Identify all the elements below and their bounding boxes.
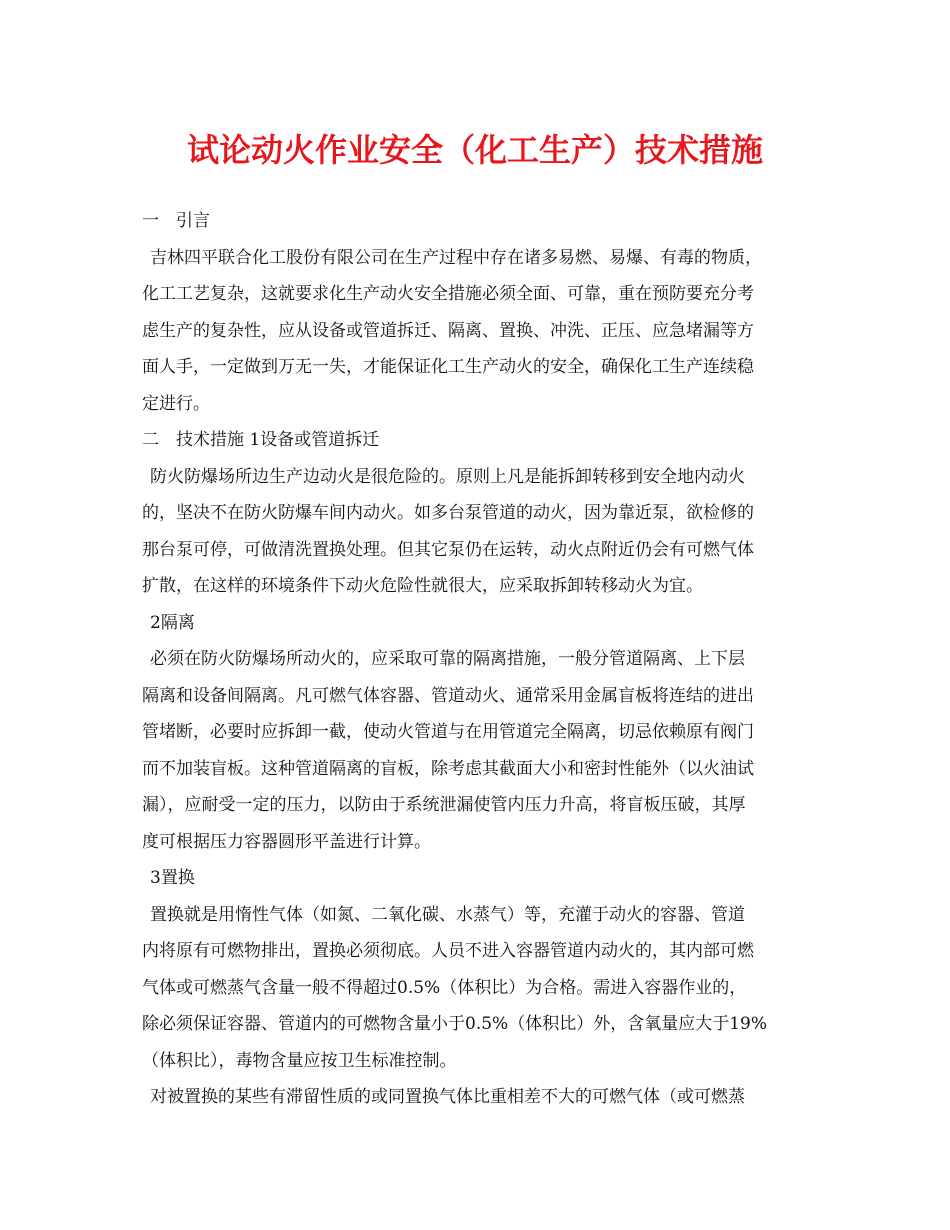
paragraph-line: 化工工艺复杂，这就要求化生产动火安全措施必须全面、可靠，重在预防要充分考 <box>142 284 754 304</box>
paragraph-line: 虑生产的复杂性，应从设备或管道拆迁、隔离、置换、冲洗、正压、应急堵漏等方 <box>142 320 754 341</box>
paragraph-line: 吉林四平联合化工股份有限公司在生产过程中存在诸多易燃、易爆、有毒的物质， <box>150 247 762 268</box>
paragraph-line: 扩散，在这样的环境条件下动火危险性就很大，应采取拆卸转移动火为宜。 <box>142 576 703 596</box>
paragraph-line: 对被置换的某些有滞留性质的或同置换气体比重相差不大的可燃气体（或可燃蒸 <box>150 1087 745 1107</box>
section-heading-measures: 二 技术措施 1设备或管道拆迁 <box>142 430 380 450</box>
paragraph-line: 而不加装盲板。这种管道隔离的盲板，除考虑其截面大小和密封性能外（以火油试 <box>142 758 754 779</box>
paragraph-line: 除必须保证容器、管道内的可燃物含量小于0.5%（体积比）外，含氧量应大于19% <box>142 1014 767 1034</box>
subsection-heading-isolation: 2隔离 <box>150 612 195 633</box>
paragraph-line: 内将原有可燃物排出，置换必须彻底。人员不进入容器管道内动火的，其内部可燃 <box>142 941 754 961</box>
document-body <box>142 203 814 1116</box>
paragraph-line: 管堵断，必要时应拆卸一截，使动火管道与在用管道完全隔离，切忌依赖原有阀门 <box>142 722 754 742</box>
paragraph-line: 那台泵可停，可做清洗置换处理。但其它泵仍在运转，动火点附近仍会有可燃气体 <box>142 539 754 560</box>
paragraph-line: 定进行。 <box>142 393 210 414</box>
document-title: 试论动火作业安全（化工生产）技术措施 <box>186 131 763 169</box>
paragraph-line: （体积比），毒物含量应按卫生标准控制。 <box>142 1050 457 1071</box>
paragraph-line: 的，坚决不在防火防爆车间内动火。如多台泵管道的动火，因为靠近泵，欲检修的 <box>142 503 754 523</box>
paragraph-line: 漏），应耐受一定的压力，以防由于系统泄漏使管内压力升高，将盲板压破，其厚 <box>142 795 746 815</box>
subsection-heading-replacement: 3置换 <box>150 868 195 888</box>
paragraph-line: 气体或可燃蒸气含量一般不得超过0.5%（体积比）为合格。需进入容器作业的， <box>142 977 747 998</box>
paragraph-line: 隔离和设备间隔离。凡可燃气体容器、管道动火、通常采用金属盲板将连结的进出 <box>142 685 754 706</box>
paragraph-line: 必须在防火防爆场所动火的，应采取可靠的隔离措施，一般分管道隔离、上下层 <box>150 649 745 669</box>
section-heading-intro: 一 引言 <box>142 211 210 231</box>
paragraph-line: 度可根据压力容器圆形平盖进行计算。 <box>142 831 431 852</box>
paragraph-line: 面人手，一定做到万无一失，才能保证化工生产动火的安全，确保化工生产连续稳 <box>142 357 754 377</box>
paragraph-line: 防火防爆场所边生产边动火是很危险的。原则上凡是能拆卸转移到安全地内动火 <box>150 466 745 487</box>
paragraph-line: 置换就是用惰性气体（如氮、二氧化碳、水蒸气）等，充灌于动火的容器、管道 <box>150 904 745 925</box>
